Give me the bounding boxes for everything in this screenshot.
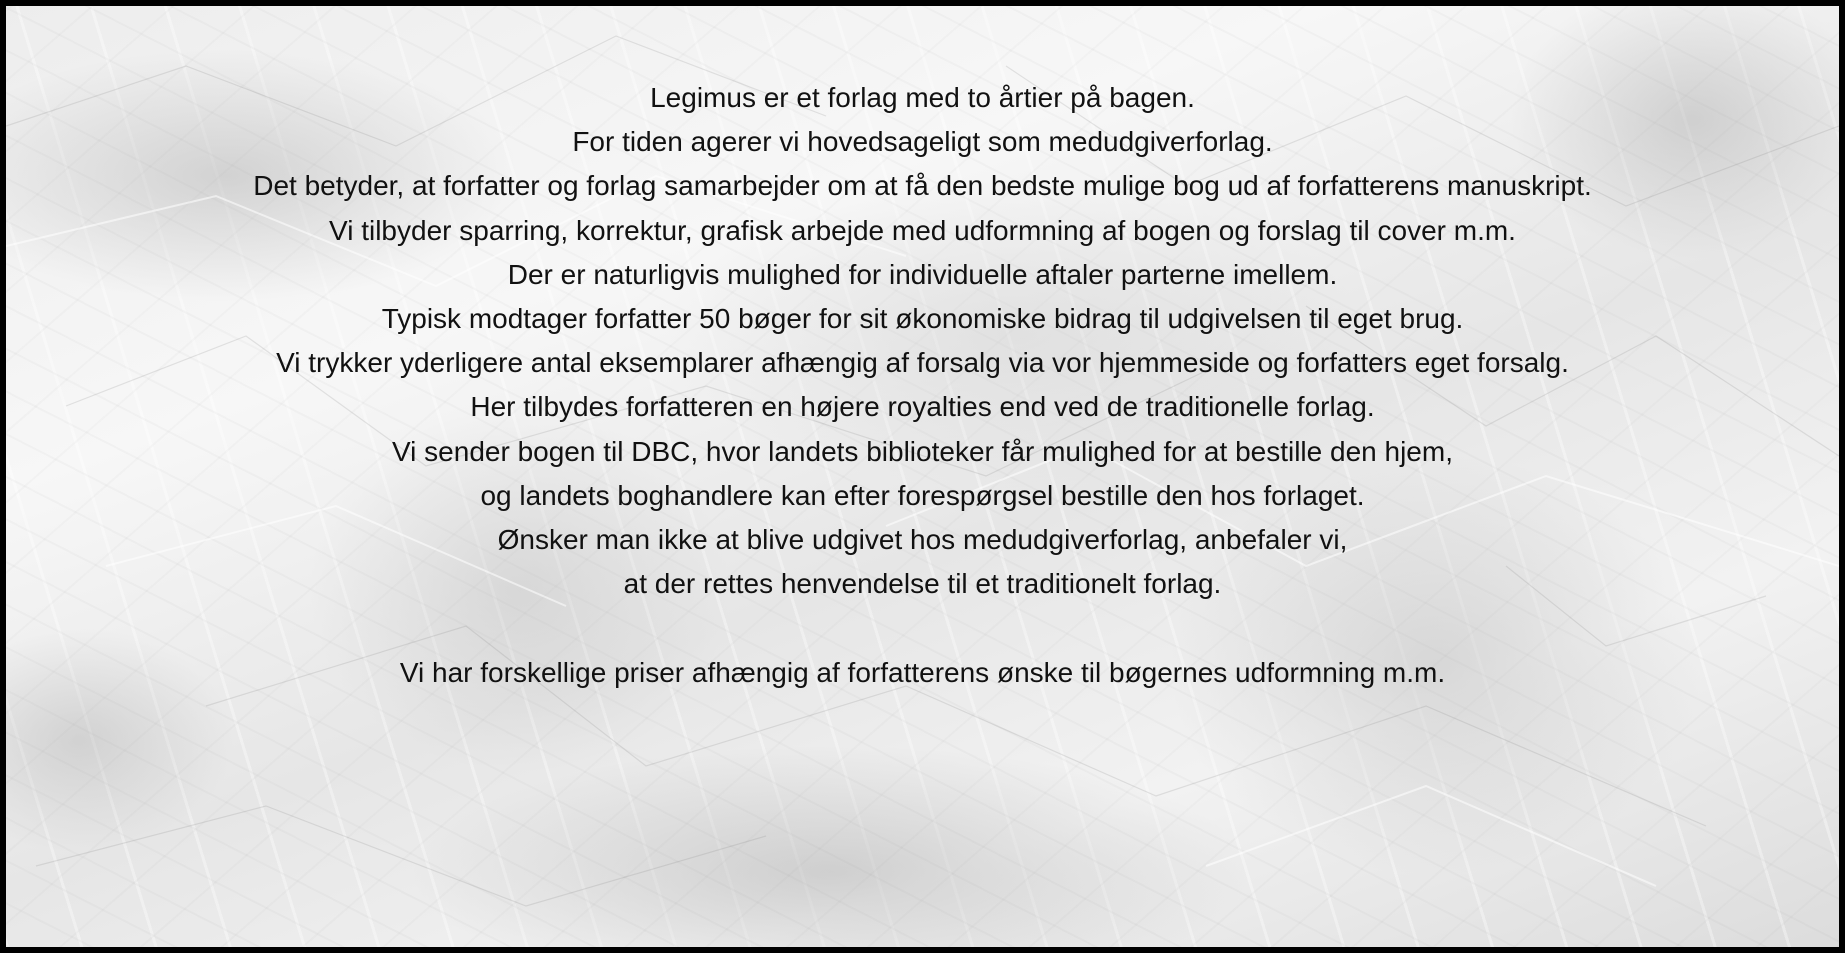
description-line: og landets boghandlere kan efter forespørgsel bestille den hos forlaget.: [480, 479, 1365, 511]
description-line: For tiden agerer vi hovedsageligt som medudgiverforlag.: [572, 126, 1273, 158]
description-line: Vi trykker yderligere antal eksemplarer afhængig af forsalg via vor hjemmeside og forfatters eget forsalg.: [276, 347, 1569, 379]
pricing-line: Vi har forskellige priser afhængig af forfatterens ønske til bøgernes udformning m.m.: [399, 656, 1446, 688]
paragraph-gap: [6, 606, 1839, 650]
description-line: Ønsker man ikke at blive udgivet hos medudgiverforlag, anbefaler vi,: [497, 524, 1348, 556]
description-line: at der rettes henvendelse til et traditionelt forlag.: [623, 568, 1222, 600]
publisher-description: [6, 76, 1839, 695]
description-line: Vi sender bogen til DBC, hvor landets biblioteker får mulighed for at bestille den hjem,: [392, 435, 1453, 467]
description-line: Det betyder, at forfatter og forlag samarbejder om at få den bedste mulige bog ud af forfatterens manuskript.: [253, 170, 1592, 202]
description-line: Der er naturligvis mulighed for individuelle aftaler parterne imellem.: [507, 258, 1338, 290]
description-line: Typisk modtager forfatter 50 bøger for sit økonomiske bidrag til udgivelsen til eget brug.: [381, 303, 1464, 335]
description-line: Legimus er et forlag med to årtier på bagen.: [650, 82, 1195, 113]
description-line: Vi tilbyder sparring, korrektur, grafisk arbejde med udformning af bogen og forslag til cover m.m.: [329, 214, 1516, 246]
description-line: Her tilbydes forfatteren en højere royalties end ved de traditionelle forlag.: [470, 391, 1375, 423]
